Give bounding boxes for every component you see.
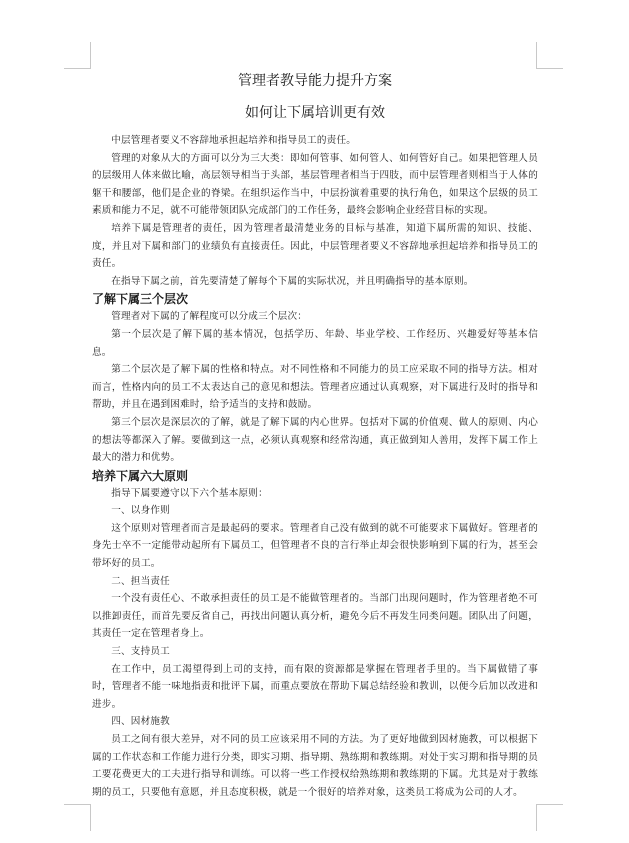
section2-paragraph: 这个原则对管理者而言是最起码的要求。管理者自己没有做到的就不可能要求下属做好。管理者的身先士卒不一定能带动起所有下属员工，但管理者不良的言行举止却会很快影响到下属的行为，甚至会带坏好的员工。 <box>92 522 538 570</box>
section-heading-principles: 培养下属六大原则 <box>92 468 189 483</box>
margin-corner-top-left <box>64 42 91 69</box>
intro-paragraph: 培养下属是管理者的责任，因为管理者最清楚业务的目标与基准，知道下属所需的知识、技能、度，并且对下属和部门的业绩负有直接责任。因此，中层管理者要义不容辞地承担起培养和指导员工的责任。 <box>92 222 538 270</box>
section2-paragraph: 一个没有责任心、不敢承担责任的员工是不能做管理者的。当部门出现问题时，作为管理者绝不可以推卸责任，而首先要反省自己，再找出问题认真分析，避免今后不再发生同类问题。团队出了问题，其责任一定在管理者身上。 <box>92 593 538 640</box>
intro-paragraph: 管理的对象从大的方面可以分为三大类：即如何管事、如何管人、如何管好自己。如果把管理人员的层级用人体来做比喻，高层领导相当于头部，基层管理者相当于四肢，而中层管理者则相当于人体的躯干和腰部，他们是企业的脊梁。在组织运作当中，中层扮演着重要的执行角色，如果这个层级的员工素质和能力不足，就不可能带领团队完成部门的工作任务，最终会影响企业经营目标的实现。 <box>92 152 538 217</box>
document-title: 管理者教导能力提升方案 <box>238 73 392 89</box>
document-subtitle: 如何让下属培训更有效 <box>245 105 385 121</box>
section1-paragraph: 第三个层次是深层次的了解，就是了解下属的内心世界。包括对下属的价值观、做人的原则、内心的想法等都深入了解。要做到这一点，必须认真观察和经常沟通，真正做到知人善用，发挥下属工作上最大的潜力和优势。 <box>92 416 538 464</box>
document-body <box>92 72 538 801</box>
margin-corner-bottom-right <box>536 804 563 831</box>
section1-paragraph: 第二个层次是了解下属的性格和特点。对不同性格和不同能力的员工应采取不同的指导方法。相对而言，性格内向的员工不太表达自己的意见和想法。管理者应通过认真观察，对下属进行及时的指导和帮助，并且在遇到困难时，给予适当的支持和鼓励。 <box>92 364 538 411</box>
intro-paragraph: 中层管理者要义不容辞地承担起培养和指导员工的责任。 <box>111 135 357 146</box>
principle-title: 二、担当责任 <box>111 575 170 587</box>
principle-title: 四、因材施教 <box>111 716 170 728</box>
intro-paragraph: 在指导下属之前，首先要清楚了解每个下属的实际状况，并且明确指导的基本原则。 <box>111 275 474 287</box>
section2-paragraph: 指导下属要遵守以下六个基本原则： <box>111 487 268 499</box>
section2-paragraph: 在工作中，员工渴望得到上司的支持，而有限的资源都是掌握在管理者手里的。当下属做错了事时，管理者不能一味地指责和批评下属，而重点要放在帮助下属总结经验和教训，以便今后加以改进和进步。 <box>92 663 538 710</box>
section-heading-understand: 了解下属三个层次 <box>92 292 189 307</box>
principle-title: 一、以身作则 <box>111 505 170 517</box>
section1-paragraph: 第一个层次是了解下属的基本情况，包括学历、年龄、毕业学校、工作经历、兴趣爱好等基本信息。 <box>92 328 538 358</box>
principle-title: 三、支持员工 <box>111 646 170 658</box>
section2-paragraph: 员工之间有很大差异，对不同的员工应该采用不同的方法。为了更好地做到因材施教，可以根据下属的工作状态和工作能力进行分类，即实习期、指导期、熟练期和教练期。对处于实习期和指导期的员工要花费更大的工夫进行指导和训练。可以将一些工作授权给熟练期和教练期的下属。尤其是对于教练期的员工，只要他有意愿，并且态度积极，就是一个很好的培养对象，这类员工将成为公司的人才。 <box>92 734 538 798</box>
margin-corner-top-right <box>536 42 563 69</box>
margin-corner-bottom-left <box>64 804 91 831</box>
section1-paragraph: 管理者对下属的了解程度可以分成三个层次： <box>111 311 308 323</box>
